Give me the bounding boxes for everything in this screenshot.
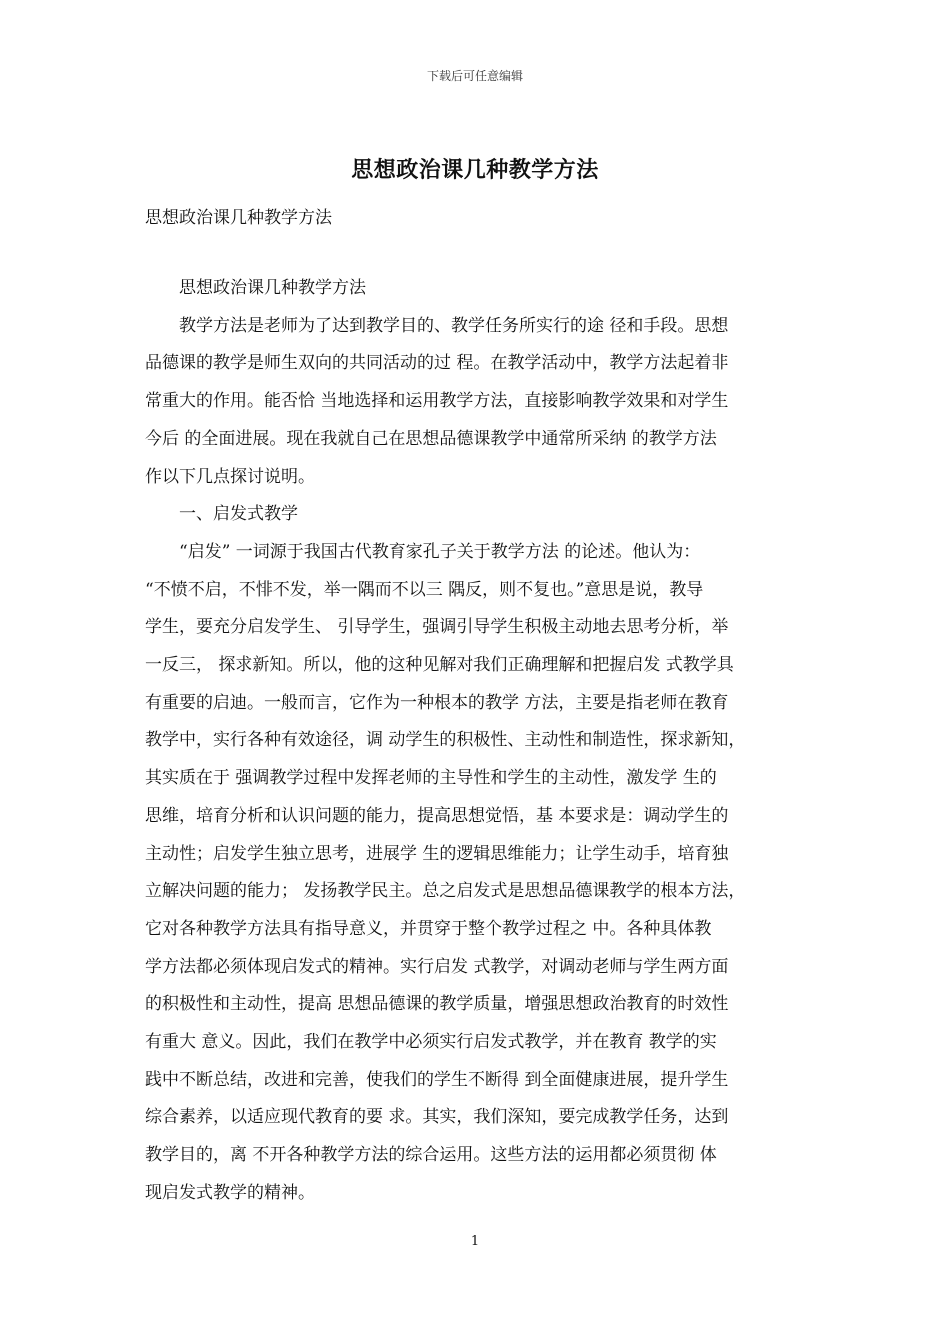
body-line: 综合素养，以适应现代教育的要 求。其实，我们深知，要完成教学任务，达到: [145, 1107, 729, 1127]
body-line: 一反三， 探求新知。所以，他的这种见解对我们正确理解和把握启发 式教学具: [145, 655, 734, 675]
body-line: 践中不断总结，改进和完善，使我们的学生不断得 到全面健康进展，提升学生: [145, 1070, 729, 1090]
body-line: 思维，培育分析和认识问题的能力，提高思想觉悟，基 本要求是：调动学生的: [145, 806, 729, 826]
page-number: 1: [470, 1234, 480, 1249]
body-line: 的积极性和主动性，提高 思想品德课的教学质量，增强思想政治教育的时效性: [145, 994, 729, 1014]
body-line: 一、启发式教学: [145, 504, 298, 524]
body-line: 有重要的启迪。一般而言，它作为一种根本的教学 方法，主要是指老师在教育: [145, 693, 729, 713]
body-line: “不愤不启，不悱不发，举一隅而不以三 隅反，则不复也。”意思是说，教导: [145, 580, 704, 600]
body-line: 品德课的教学是师生双向的共同活动的过 程。在教学活动中，教学方法起着非: [145, 353, 729, 373]
body-line: 立解决问题的能力； 发扬教学民主。总之启发式是思想品德课教学的根本方法，: [145, 881, 746, 901]
document-subtitle: 思想政治课几种教学方法: [145, 208, 332, 228]
body-line: 常重大的作用。能否恰 当地选择和运用教学方法，直接影响教学效果和对学生: [145, 391, 729, 411]
body-line: 思想政治课几种教学方法: [145, 278, 366, 298]
body-line: 教学方法是老师为了达到教学目的、教学任务所实行的途 径和手段。思想: [145, 316, 729, 336]
body-line: “启发” 一词源于我国古代教育家孔子关于教学方法 的论述。他认为：: [145, 542, 701, 562]
header-note: 下载后可任意编辑: [426, 69, 523, 83]
body-line: 现启发式教学的精神。: [145, 1183, 315, 1203]
body-line: 主动性；启发学生独立思考，进展学 生的逻辑思维能力；让学生动手，培育独: [145, 844, 729, 864]
body-line: 它对各种教学方法具有指导意义，并贯穿于整个教学过程之 中。各种具体教: [145, 919, 712, 939]
body-line: 学生，要充分启发学生、 引导学生，强调引导学生积极主动地去思考分析，举: [145, 617, 729, 637]
document-title: 思想政治课几种教学方法: [351, 157, 599, 183]
body-line: 教学中，实行各种有效途径，调 动学生的积极性、主动性和制造性，探求新知，: [145, 730, 746, 750]
body-line: 教学目的，离 不开各种教学方法的综合运用。这些方法的运用都必须贯彻 体: [145, 1145, 717, 1165]
body-line: 今后 的全面进展。现在我就自己在思想品德课教学中通常所采纳 的教学方法: [145, 429, 717, 449]
body-line: 有重大 意义。因此，我们在教学中必须实行启发式教学，并在教育 教学的实: [145, 1032, 717, 1052]
body-line: 学方法都必须体现启发式的精神。实行启发 式教学，对调动老师与学生两方面: [145, 957, 729, 977]
body-line: 作以下几点探讨说明。: [145, 467, 315, 487]
body-line: 其实质在于 强调教学过程中发挥老师的主导性和学生的主动性，激发学 生的: [145, 768, 717, 788]
